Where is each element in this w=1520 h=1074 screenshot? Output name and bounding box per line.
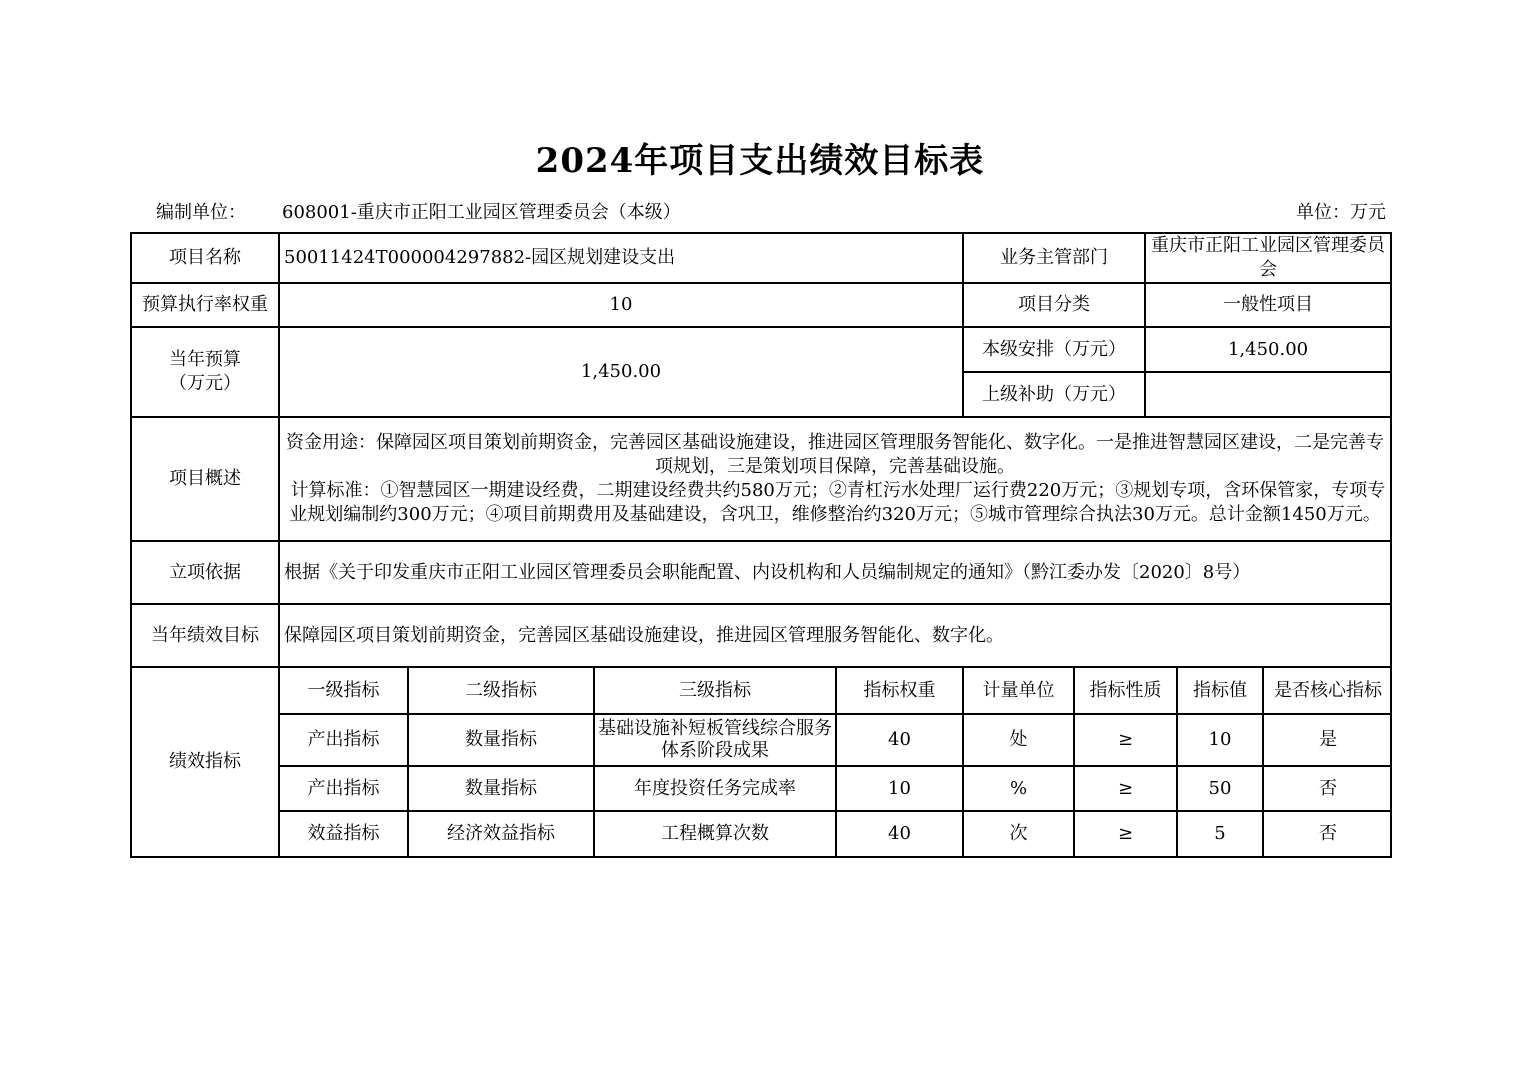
indicator-header: 二级指标 <box>408 668 594 714</box>
indicator-header: 指标值 <box>1177 668 1263 714</box>
project-name-label: 项目名称 <box>131 233 279 283</box>
local-value: 1,450.00 <box>1145 327 1391 372</box>
indicator-cell-level3: 基础设施补短板管线综合服务体系阶段成果 <box>594 714 836 766</box>
goal-value: 保障园区项目策划前期资金，完善园区基础设施建设，推进园区管理服务智能化、数字化。 <box>279 604 1391 667</box>
indicator-cell-nature: ≥ <box>1074 714 1177 766</box>
basis-label: 立项依据 <box>131 541 279 604</box>
local-label: 本级安排（万元） <box>963 327 1145 372</box>
indicator-cell-core: 是 <box>1263 714 1392 766</box>
indicator-header: 是否核心指标 <box>1263 668 1392 714</box>
category-value: 一般性项目 <box>1145 283 1391 327</box>
indicator-cell-level3: 工程概算次数 <box>594 811 836 856</box>
indicator-header: 指标权重 <box>836 668 963 714</box>
indicator-cell-unit: 次 <box>963 811 1074 856</box>
indicator-cell-value: 50 <box>1177 766 1263 811</box>
indicator-cell <box>279 667 1391 857</box>
indicator-cell-weight: 40 <box>836 811 963 856</box>
indicator-header: 三级指标 <box>594 668 836 714</box>
indicator-table <box>280 668 1392 856</box>
overview-paragraph-1: 资金用途：保障园区项目策划前期资金，完善园区基础设施建设，推进园区管理服务智能化、数字化。一是推进智慧园区建设，二是完善专项规划，三是策划项目保障，完善基础设施。 <box>286 432 1384 477</box>
org-value: 608001-重庆市正阳工业园区管理委员会（本级） <box>282 202 681 223</box>
indicator-cell-unit: 处 <box>963 714 1074 766</box>
budget-value: 1,450.00 <box>279 327 963 417</box>
indicator-cell-level1: 产出指标 <box>280 766 408 811</box>
indicator-cell-weight: 10 <box>836 766 963 811</box>
upper-value <box>1145 372 1391 417</box>
indicator-label: 绩效指标 <box>131 667 279 857</box>
budget-label-line1: 当年预算 <box>169 349 241 370</box>
table-row <box>280 766 1392 811</box>
indicator-header: 计量单位 <box>963 668 1074 714</box>
indicator-cell-nature: ≥ <box>1074 811 1177 856</box>
dept-label: 业务主管部门 <box>963 233 1145 283</box>
table-row <box>280 714 1392 766</box>
indicator-cell-level1: 效益指标 <box>280 811 408 856</box>
indicator-cell-level2: 数量指标 <box>408 714 594 766</box>
overview-paragraph-2: 计算标准：①智慧园区一期建设经费，二期建设经费共约580万元；②青杠污水处理厂运行费220万元；③规划专项，含环保管家，专项专业规划编制约300万元；④项目前期费用及基础建设，含巩卫，维修整治约320万元；⑤城市管理综合执法30万元。总计金额1450万元。 <box>284 480 1386 525</box>
indicator-cell-level2: 数量指标 <box>408 766 594 811</box>
org-label: 编制单位： <box>156 202 246 223</box>
table-row <box>280 811 1392 856</box>
indicator-cell-nature: ≥ <box>1074 766 1177 811</box>
exec-weight-label: 预算执行率权重 <box>131 283 279 327</box>
exec-weight-value: 10 <box>279 283 963 327</box>
unit-label: 单位：万元 <box>1296 202 1386 223</box>
indicator-cell-core: 否 <box>1319 823 1337 844</box>
indicator-header-row <box>280 668 1392 714</box>
budget-label <box>131 327 279 417</box>
dept-value: 重庆市正阳工业园区管理委员会 <box>1145 233 1391 283</box>
budget-label-line2: （万元） <box>169 373 241 394</box>
indicator-cell-core: 否 <box>1263 766 1392 811</box>
indicator-cell-weight: 40 <box>836 714 963 766</box>
goal-label: 当年绩效目标 <box>131 604 279 667</box>
overview-value <box>279 417 1391 541</box>
indicator-cell-level2: 经济效益指标 <box>408 811 594 856</box>
category-label: 项目分类 <box>963 283 1145 327</box>
basis-value: 根据《关于印发重庆市正阳工业园区管理委员会职能配置、内设机构和人员编制规定的通知》（黔江委办发〔2020〕8号） <box>279 541 1391 604</box>
page-title: 2024年项目支出绩效目标表 <box>535 141 985 181</box>
indicator-cell-level3: 年度投资任务完成率 <box>594 766 836 811</box>
performance-table <box>130 232 1392 858</box>
overview-label: 项目概述 <box>131 417 279 541</box>
indicator-header: 一级指标 <box>280 668 408 714</box>
indicator-header: 指标性质 <box>1074 668 1177 714</box>
project-name-value: 50011424T000004297882-园区规划建设支出 <box>279 233 963 283</box>
indicator-cell-level1: 产出指标 <box>280 714 408 766</box>
indicator-cell-value: 5 <box>1177 811 1263 856</box>
upper-label: 上级补助（万元） <box>963 372 1145 417</box>
indicator-cell-unit: % <box>963 766 1074 811</box>
indicator-cell-value: 10 <box>1177 714 1263 766</box>
